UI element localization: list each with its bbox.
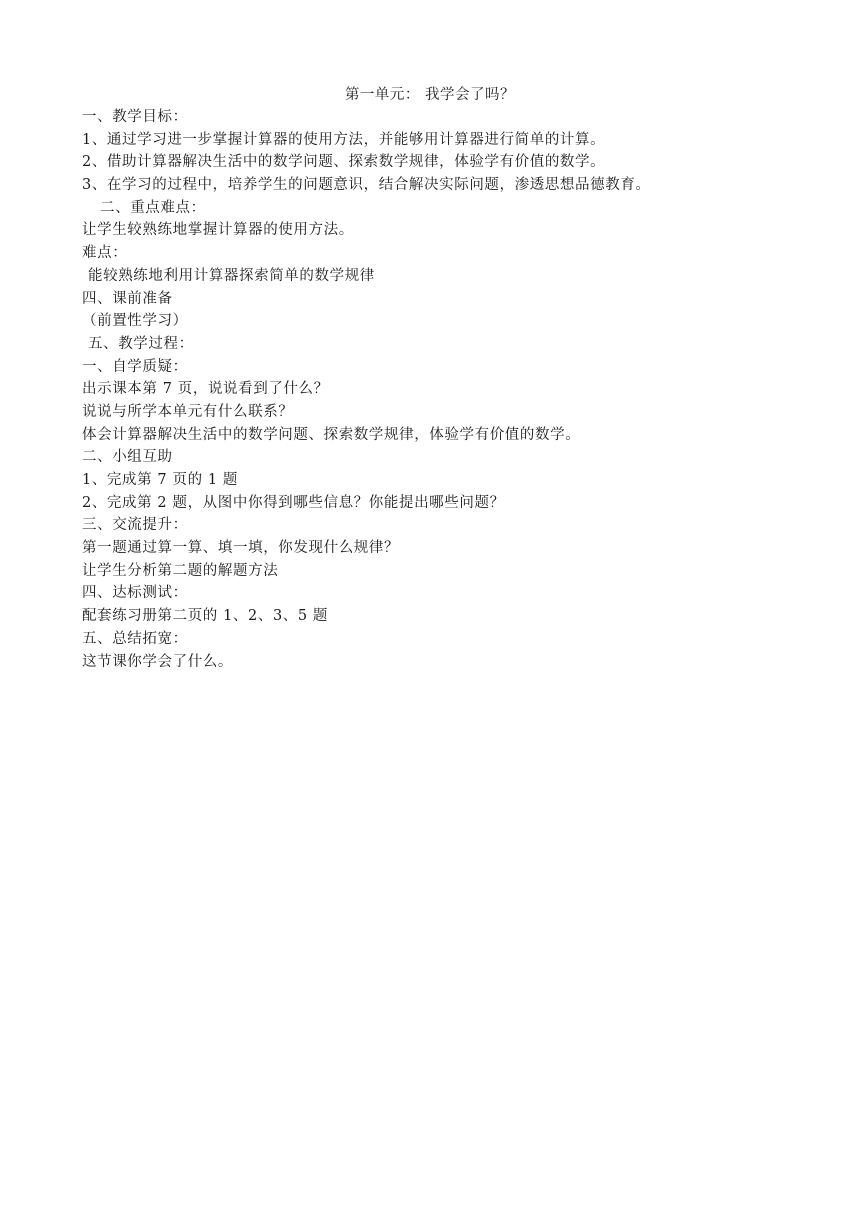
goal-item-1: 1、通过学习进一步掌握计算器的使用方法，并能够用计算器进行简单的计算。	[82, 131, 606, 148]
difficulty-label: 难点：	[82, 245, 128, 262]
exchange-text-2: 让学生分析第二题的解题方法	[82, 562, 279, 579]
group-work-item-1: 1、完成第 7 页的 1 题	[82, 472, 239, 488]
section-heading-teaching-goals: 一、教学目标：	[82, 109, 188, 125]
section-heading-preparation: 四、课前准备	[82, 290, 173, 307]
section-heading-process: 五、教学过程：	[88, 335, 194, 352]
step-heading-self-study: 一、自学质疑：	[82, 358, 188, 375]
goal-item-2: 2、借助计算器解决生活中的数学问题、探索数学规律，体验学有价值的数学。	[82, 154, 606, 171]
document-body	[82, 106, 782, 673]
self-study-text-1: 出示课本第 7 页，说说看到了什么？	[82, 381, 329, 398]
step-heading-exchange: 三、交流提升：	[82, 517, 188, 534]
document-title: 第一单元： 我学会了吗？	[344, 87, 516, 103]
test-text: 配套练习册第二页的 1、2、3、5 题	[82, 608, 329, 625]
difficulty-text: 能较熟练地利用计算器探索简单的数学规律	[88, 267, 375, 284]
key-point-text: 让学生较熟练地掌握计算器的使用方法。	[82, 222, 354, 239]
step-heading-summary: 五、总结拓宽：	[82, 630, 188, 647]
group-work-item-2: 2、完成第 2 题，从图中你得到哪些信息？你能提出哪些问题？	[82, 494, 505, 511]
preparation-text: （前置性学习）	[82, 313, 188, 330]
exchange-text-1: 第一题通过算一算、填一填，你发现什么规律？	[82, 540, 400, 557]
self-study-text-3: 体会计算器解决生活中的数学问题、探索数学规律，体验学有价值的数学。	[82, 426, 581, 443]
goal-item-3: 3、在学习的过程中，培养学生的问题意识，结合解决实际问题，渗透思想品德教育。	[82, 177, 651, 194]
step-heading-test: 四、达标测试：	[82, 585, 188, 602]
self-study-text-2: 说说与所学本单元有什么联系？	[82, 403, 294, 420]
summary-text: 这节课你学会了什么。	[82, 653, 233, 670]
step-heading-group-work: 二、小组互助	[82, 449, 173, 466]
section-heading-key-points: 二、重点难点：	[100, 199, 206, 216]
